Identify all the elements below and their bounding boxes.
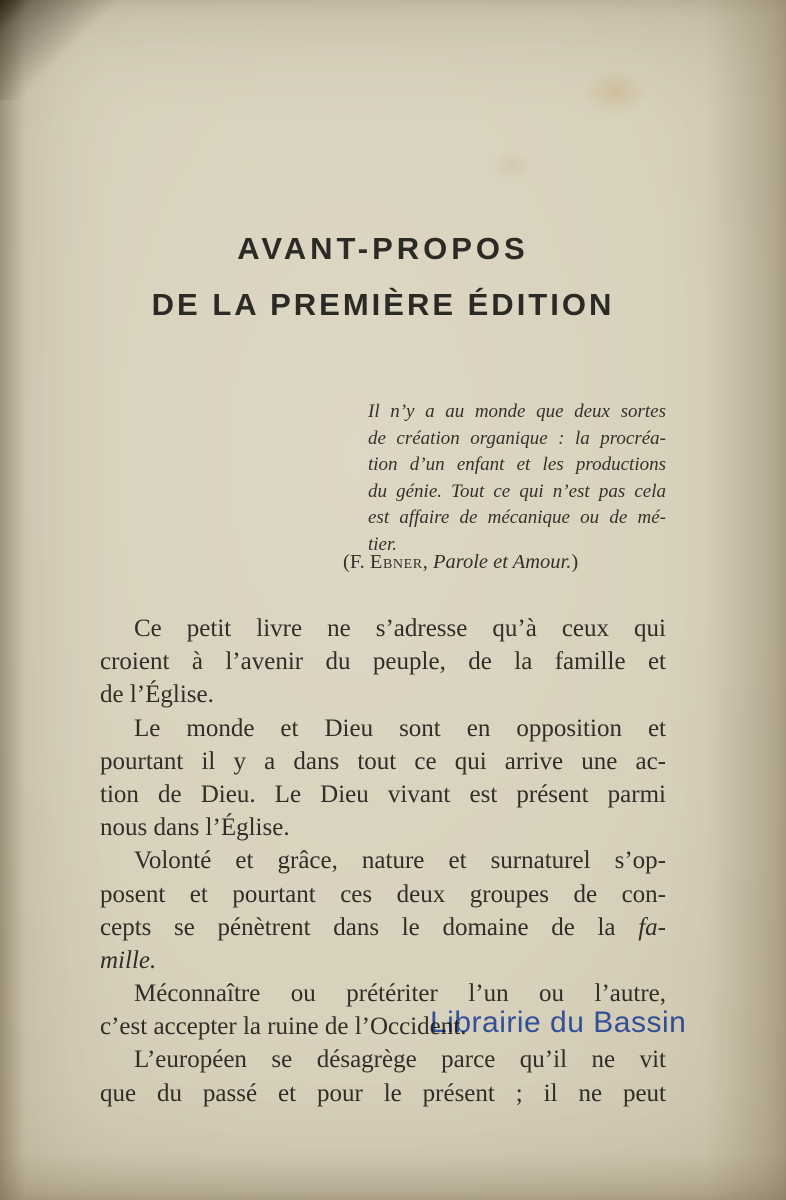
epigraph-attribution: [343, 551, 578, 574]
body-line: L’européen se désagrège parce qu’il ne vit: [134, 1046, 666, 1074]
body-line: mille.: [100, 946, 157, 974]
epigraph-line: est affaire de mécanique ou de mé-: [368, 507, 666, 528]
body-line: tion de Dieu. Le Dieu vivant est présent parmi: [100, 780, 666, 808]
page-corner-shadow: [0, 0, 150, 100]
body-line: c’est accepter la ruine de l’Occident.: [100, 1013, 467, 1041]
chapter-title: [100, 231, 666, 323]
page-title-line-1: AVANT-PROPOS: [237, 231, 529, 266]
body-line: Le monde et Dieu sont en opposition et: [134, 714, 666, 742]
body-line: que du passé et pour le présent ; il ne peut: [100, 1079, 666, 1107]
epigraph-line: du génie. Tout ce qui n’est pas cela: [368, 480, 666, 502]
attribution-author: Ebner: [369, 551, 423, 573]
paper-stain: [583, 68, 647, 116]
body-line: de l’Église.: [100, 681, 214, 709]
attribution-suffix: ): [571, 551, 579, 573]
attribution-prefix: (F.: [343, 551, 370, 573]
epigraph-line: tier.: [368, 533, 398, 555]
watermark: Librairie du Bassin: [430, 1006, 687, 1039]
body-line: posent et pourtant ces deux groupes de con-: [100, 880, 666, 908]
epigraph: [368, 399, 666, 558]
paper-stain-small: [492, 150, 532, 180]
epigraph-line: Il n’y a au monde que deux sortes: [368, 401, 666, 422]
epigraph-line: de création organique : la procréa-: [368, 427, 666, 449]
attribution-work-title: Parole et Amour.: [432, 551, 572, 573]
body-line: Ce petit livre ne s’adresse qu’à ceux qui: [134, 615, 666, 642]
body-line: pourtant il y a dans tout ce qui arrive une ac-: [100, 747, 666, 775]
body-line-text: cepts se pénètrent dans le domaine de la: [100, 913, 639, 941]
attribution-separator: ,: [422, 551, 433, 573]
body-line: croient à l’avenir du peuple, de la famille et: [100, 648, 666, 676]
epigraph-line: tion d’un enfant et les productions: [368, 454, 666, 475]
page-edge-shadow-left: [0, 0, 26, 1200]
body-line: Méconnaître ou prétériter l’un ou l’autre,: [134, 980, 666, 1008]
page-edge-shadow-bottom: [0, 1154, 786, 1200]
body-line: Volonté et grâce, nature et surnaturel s’op-: [134, 847, 666, 875]
body-line: nous dans l’Église.: [100, 814, 290, 842]
body-line: [100, 911, 666, 944]
page-title-line-2: DE LA PREMIÈRE ÉDITION: [151, 287, 615, 322]
body-line-italic-fragment: fa-: [638, 913, 666, 941]
page-edge-shadow-right: [706, 0, 786, 1200]
